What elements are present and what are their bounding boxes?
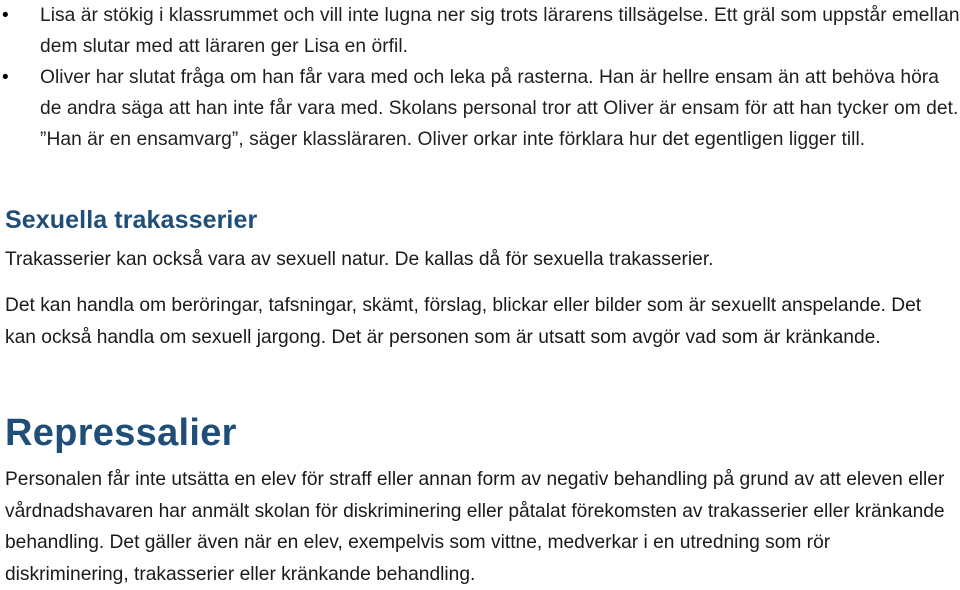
paragraph-sexual-harassment-details: Det kan handla om beröringar, tafsningar, skämt, förslag, blickar eller bilder som är sexuellt anspelande. Det kan också handla om sexuell jargong. Det är personen som är utsatt som avgör vad som är kränkande. — [5, 295, 922, 348]
list-item-text: Oliver har slutat fråga om han får vara med och leka på rasterna. Han är hellre ensam än att behöva höra de andra säga att han inte får vara med. Skolans personal tror att Oliver är ensam för att han tycker om det. ”Han är en ensamvarg”, säger klassläraren. Oliver orkar inte förklara hur det egentligen ligger till. — [40, 67, 959, 150]
list-item — [0, 0, 960, 62]
list-item — [0, 62, 960, 155]
list-item-text: Lisa är stökig i klassrummet och vill inte lugna ner sig trots lärarens tillsägelse. Ett gräl som uppstår emellan dem slutar med att läraren ger Lisa en örfil. — [40, 5, 960, 57]
section-heading-sexual-harassment: Sexuella trakasserier — [5, 206, 258, 234]
bullet-icon: • — [2, 67, 9, 88]
paragraph-reprisals: Personalen får inte utsätta en elev för straff eller annan form av negativ behandling på grund av att eleven eller vårdnadshavaren har anmält skolan för diskriminering eller påtalat förekomsten av trakasserier eller kränkande behandling. Det gäller även när en elev, exempelvis som vittne, medverkar i en utredning som rör diskriminering, trakasserier eller kränkande behandling. — [5, 469, 945, 585]
paragraph-sexual-harassment-intro: Trakasserier kan också vara av sexuell natur. De kallas då för sexuella trakasserier. — [5, 249, 714, 270]
section-heading-reprisals: Repressalier — [5, 412, 237, 454]
example-list — [0, 0, 960, 155]
bullet-icon: • — [2, 5, 9, 26]
